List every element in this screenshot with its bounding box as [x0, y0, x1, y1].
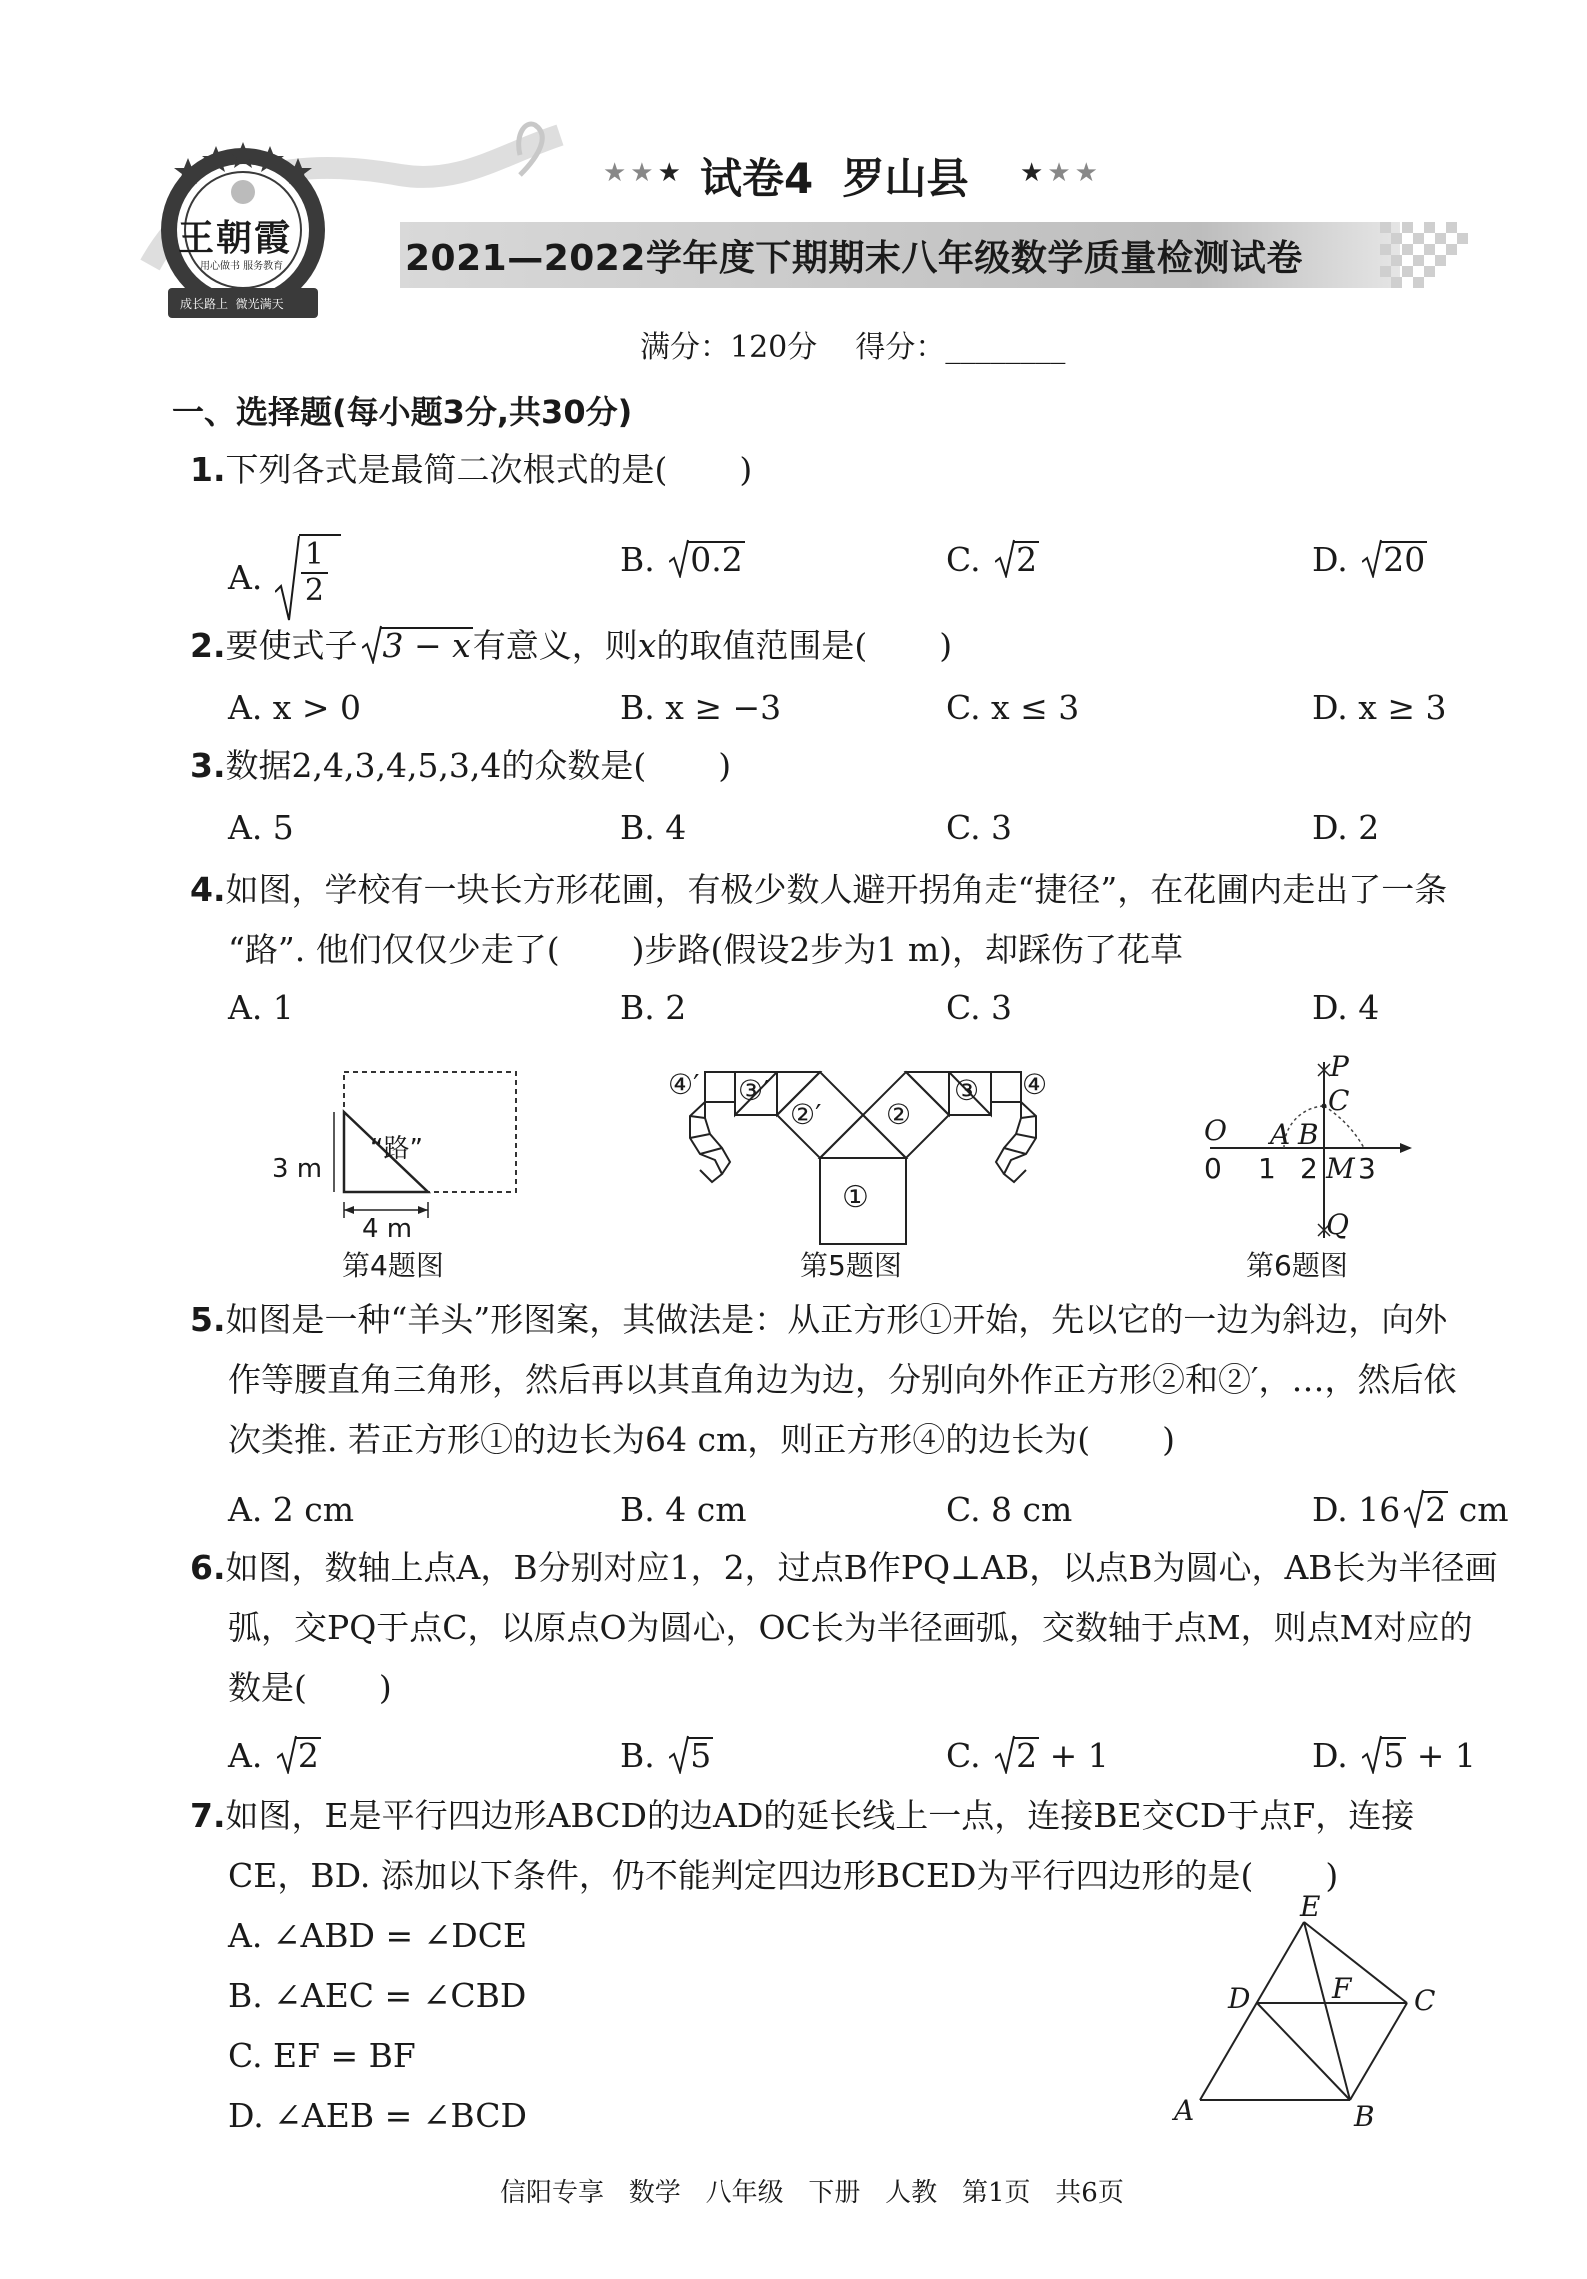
fig4-side-label: 3 m: [272, 1154, 323, 1184]
q1-option-b[interactable]: B. 0.2: [620, 540, 743, 579]
q5-option-a[interactable]: A. 2 cm: [228, 1490, 355, 1529]
stars-right-icon: ★★★: [1020, 158, 1102, 188]
fig6-tick-3: 3: [1358, 1152, 1376, 1185]
fig6-point-m: M: [1326, 1152, 1355, 1185]
logo-tagline: 用心做书 服务教育: [200, 261, 284, 272]
fig6-point-q: Q: [1326, 1208, 1349, 1241]
fig6-point-a: A: [1270, 1118, 1291, 1151]
score-line: 满分：120分 得分：________: [640, 330, 1066, 365]
q1-option-c[interactable]: C. 2: [946, 540, 1038, 579]
q2-option-b[interactable]: B. x ≥ −3: [620, 688, 782, 727]
fig6-point-b: B: [1298, 1118, 1319, 1151]
figure-4: [270, 1068, 530, 1282]
q1-number: 1.: [190, 450, 226, 489]
logo-name: 王朝霞: [178, 217, 293, 259]
figure-5: [660, 1058, 1080, 1282]
q7-option-d[interactable]: D. ∠AEB = ∠BCD: [228, 2096, 527, 2135]
q1-option-a[interactable]: A. $\frac{1}{2}$: [228, 538, 348, 622]
q3-option-b[interactable]: B. 4: [620, 808, 687, 847]
section-title: 一、选择题(每小题3分,共30分): [172, 393, 633, 431]
q4-option-c[interactable]: C. 3: [946, 988, 1013, 1027]
fig6-point-p: P: [1330, 1050, 1349, 1083]
fig5-square-4-prime: ④′: [668, 1068, 700, 1101]
fig6-caption: 第6题图: [1246, 1249, 1348, 1282]
stars-left-icon: ★★★: [603, 158, 685, 188]
q2-option-c[interactable]: C. x ≤ 3: [946, 688, 1080, 727]
paper-title: 2021—2022学年度下期期末八年级数学质量检测试卷: [405, 238, 1303, 279]
figure-7: [1170, 1890, 1450, 2140]
q4-option-a[interactable]: A. 1: [228, 988, 294, 1027]
q7-option-c[interactable]: C. EF = BF: [228, 2036, 416, 2075]
q5-option-d[interactable]: D. 16 2 cm: [1312, 1490, 1509, 1529]
fig7-point-a: A: [1174, 2094, 1195, 2127]
q5-option-b[interactable]: B. 4 cm: [620, 1490, 747, 1529]
q2-option-a[interactable]: A. x > 0: [228, 688, 362, 727]
q6-option-c[interactable]: C. 2 + 1: [946, 1736, 1109, 1775]
fig7-point-f: F: [1332, 1972, 1352, 2005]
fig5-square-2-prime: ②′: [790, 1098, 822, 1131]
fig5-square-3: ③: [954, 1074, 980, 1107]
fig7-point-b: B: [1354, 2100, 1375, 2133]
fig6-point-c: C: [1328, 1084, 1350, 1117]
fig6-tick-2: 2: [1300, 1152, 1318, 1185]
fig6-tick-1: 1: [1258, 1152, 1276, 1185]
fig5-square-3-prime: ③′: [738, 1074, 770, 1107]
q3-option-a[interactable]: A. 5: [228, 808, 294, 847]
fig4-base-label: 4 m: [362, 1214, 413, 1244]
fig6-tick-0: 0: [1204, 1152, 1222, 1185]
fig4-caption: 第4题图: [342, 1249, 444, 1282]
fig5-square-2: ②: [886, 1098, 912, 1131]
checker-pattern-icon: [1380, 222, 1500, 288]
fig6-point-o: O: [1204, 1114, 1227, 1147]
q6-option-b[interactable]: B. 5: [620, 1736, 712, 1775]
q6-option-a[interactable]: A. 2: [228, 1736, 319, 1775]
q6-option-d[interactable]: D. 5 + 1: [1312, 1736, 1476, 1775]
q4-option-b[interactable]: B. 2: [620, 988, 687, 1027]
exam-title: 试卷4 罗山县: [700, 154, 969, 203]
q2-option-d[interactable]: D. x ≥ 3: [1312, 688, 1447, 727]
q1-option-d[interactable]: D. 20: [1312, 540, 1426, 579]
fig7-point-e: E: [1300, 1890, 1321, 1923]
q7-option-b[interactable]: B. ∠AEC = ∠CBD: [228, 1976, 527, 2015]
page-footer: 信阳专享 数学 八年级 下册 人教 第1页 共6页: [500, 2178, 1124, 2208]
q4-option-d[interactable]: D. 4: [1312, 988, 1380, 1027]
q3-option-c[interactable]: C. 3: [946, 808, 1013, 847]
logo: [148, 140, 338, 325]
q5-option-c[interactable]: C. 8 cm: [946, 1490, 1073, 1529]
q7-option-a[interactable]: A. ∠ABD = ∠DCE: [228, 1916, 528, 1955]
fig5-caption: 第5题图: [800, 1249, 902, 1282]
q1-stem: 下列各式是最简二次根式的是(: [225, 450, 668, 489]
q3-option-d[interactable]: D. 2: [1312, 808, 1380, 847]
fig5-square-1: ①: [842, 1180, 869, 1215]
fig4-road-label: “路”: [370, 1134, 423, 1164]
fig5-square-4: ④: [1022, 1068, 1048, 1101]
figure-6: [1200, 1048, 1430, 1282]
fig7-point-d: D: [1228, 1982, 1251, 2015]
fig7-point-c: C: [1414, 1984, 1436, 2017]
logo-ribbon-text: 成长路上 微光满天: [180, 297, 284, 311]
